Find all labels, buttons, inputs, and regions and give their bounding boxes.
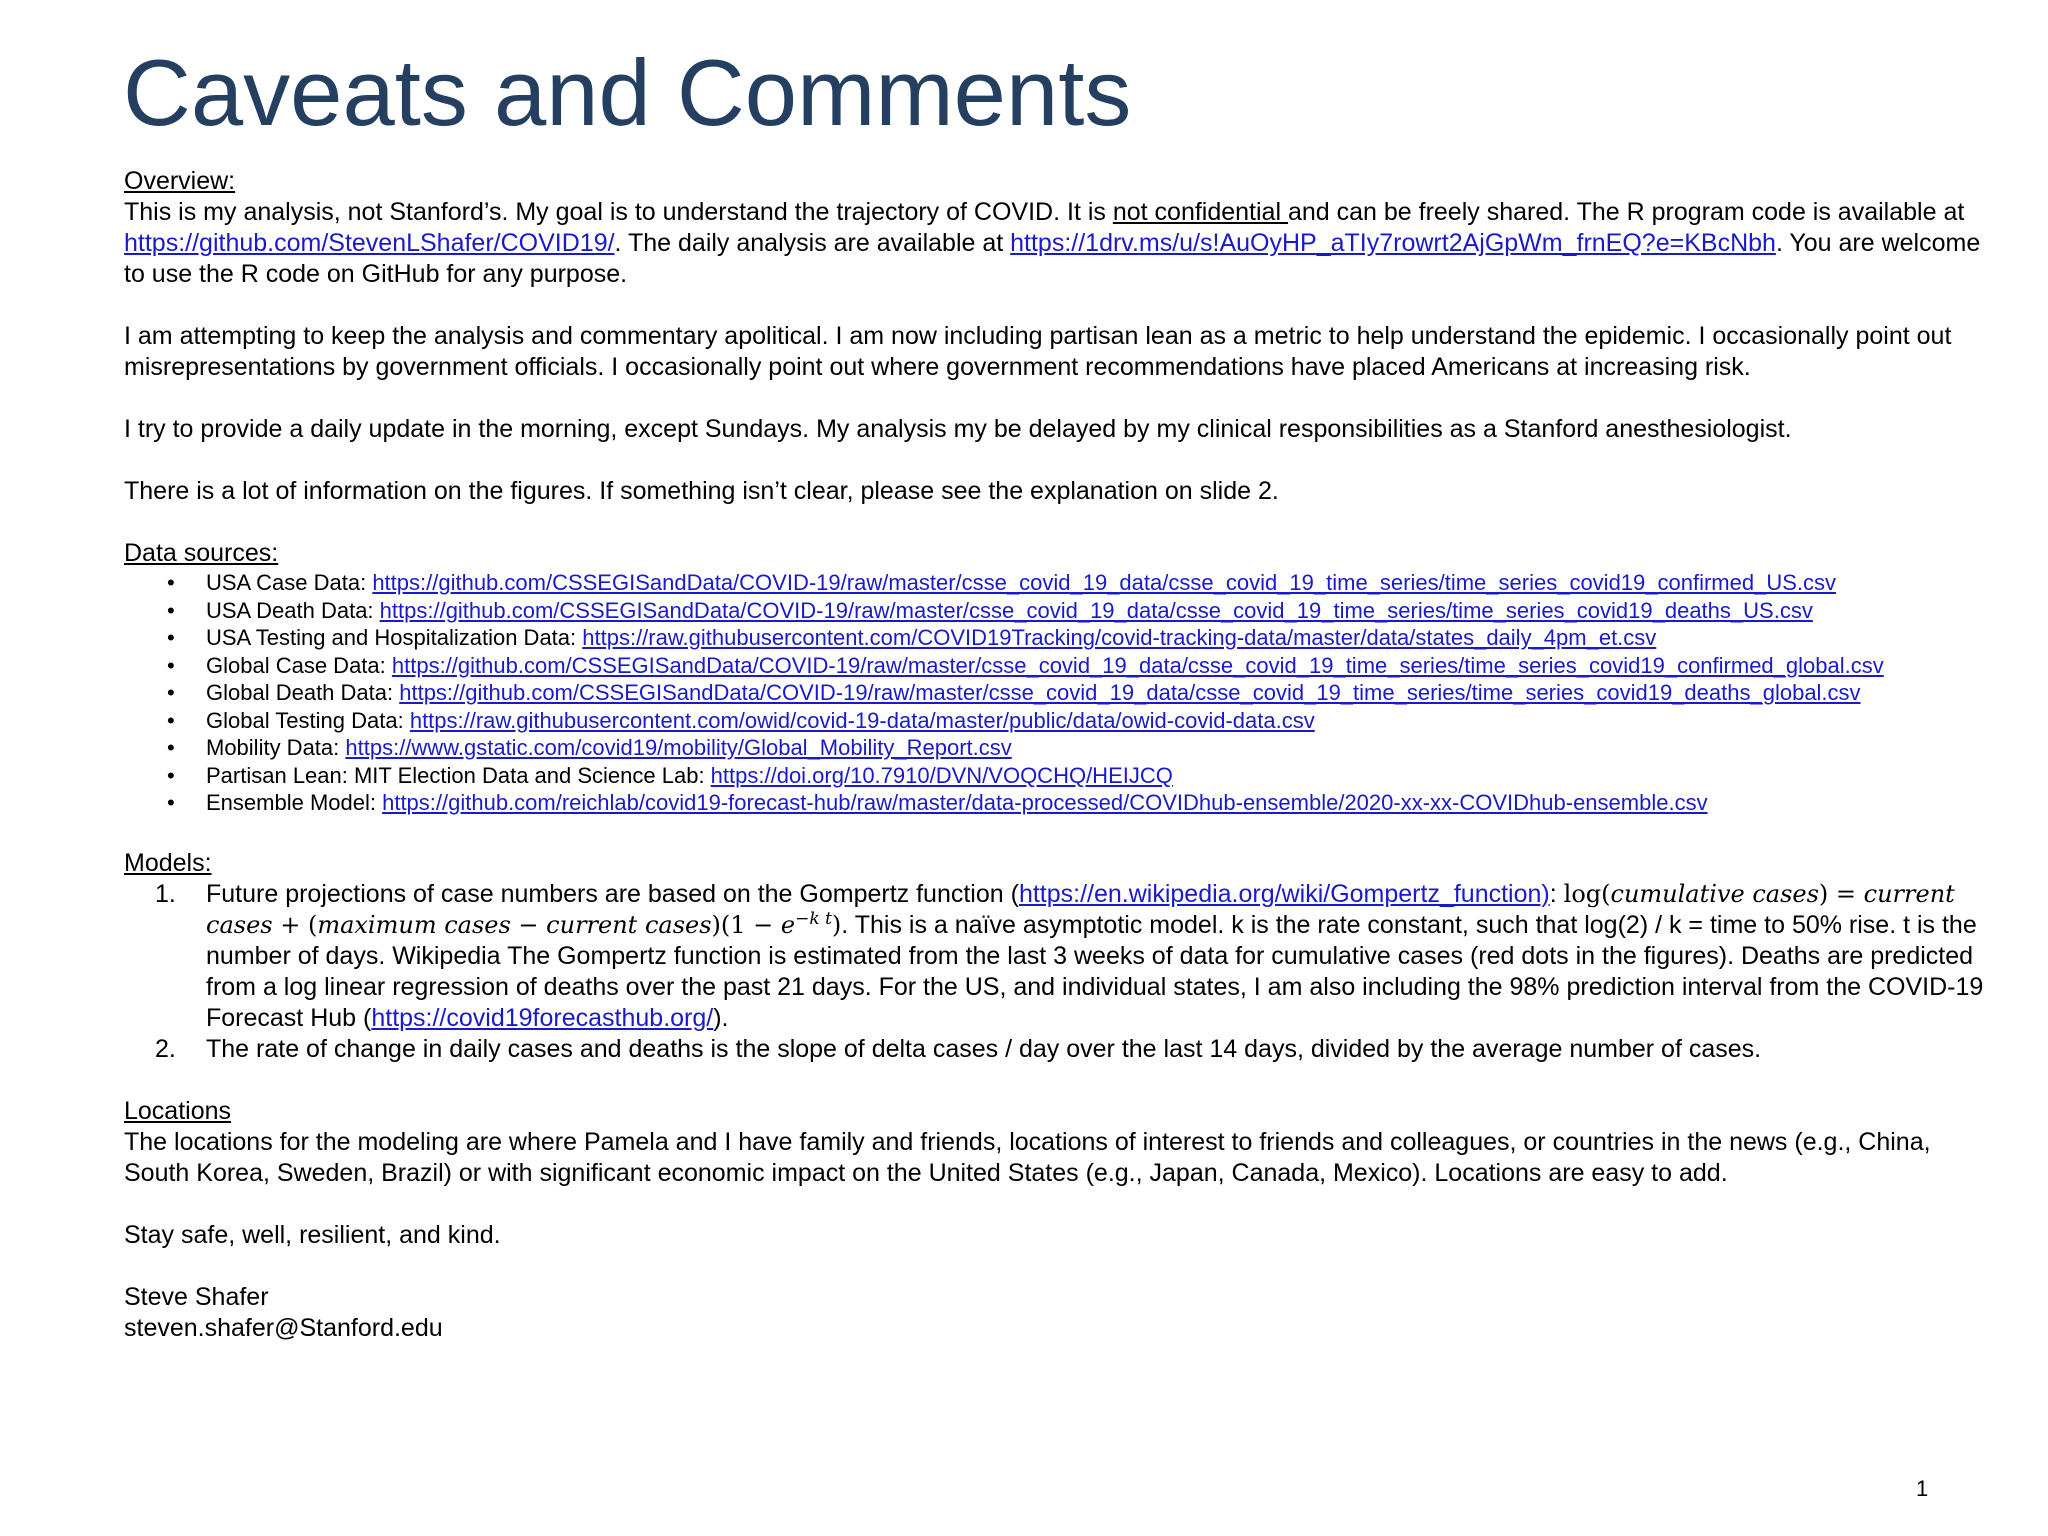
- list-item: • Global Death Data: https://github.com/CSSEGISandData/COVID-19/raw/master/csse_covid_19_data/csse_covid_19_time_series/time_series_covid19_deaths_global.csv: [167, 680, 1861, 705]
- source-link[interactable]: https://github.com/reichlab/covid19-forecast-hub/raw/master/data-processed/COVIDhub-ensemble/2020-xx-xx-COVIDhub-ensemble.csv: [382, 790, 1708, 815]
- bullet-icon: •: [167, 652, 175, 678]
- list-item: • USA Testing and Hospitalization Data: https://raw.githubusercontent.com/COVID19Tracking/covid-tracking-data/master/data/states_daily_4pm_et.csv: [167, 625, 1657, 650]
- forecast-hub-link[interactable]: https://covid19forecasthub.org/: [371, 1003, 714, 1032]
- list-item: • Partisan Lean: MIT Election Data and Science Lab: https://doi.org/10.7910/DVN/VOQCHQ/HEIJCQ: [167, 762, 1173, 788]
- list-number: 1.: [155, 879, 176, 908]
- models-list: [124, 879, 1984, 1065]
- gompertz-equation: log(cumulative cases) = current cases + (maximum cases − current cases)(1 − $e^{-k t}$): [206, 879, 1955, 939]
- list-item: • Mobility Data: https://www.gstatic.com/covid19/mobility/Global_Mobility_Report.csv: [167, 735, 1012, 760]
- bullet-icon: •: [167, 625, 175, 650]
- locations-heading: Locations: [124, 1096, 232, 1125]
- signature-email: steven.shafer@Stanford.edu: [124, 1313, 443, 1342]
- daily-update-paragraph: I try to provide a daily update in the morning, except Sundays. My analysis my be delayed by my clinical responsibilities as a Stanford anesthesiologist.: [124, 415, 1792, 443]
- list-item: • Global Testing Data: https://raw.githubusercontent.com/owid/covid-19-data/master/public/data/owid-covid-data.csv: [167, 707, 1315, 733]
- bullet-icon: •: [167, 735, 175, 760]
- source-link[interactable]: https://github.com/CSSEGISandData/COVID-19/raw/master/csse_covid_19_data/csse_covid_19_time_series/time_series_covid19_confirmed_global.csv: [391, 652, 1884, 678]
- bullet-icon: •: [167, 680, 175, 705]
- data-sources-heading: Data sources:: [124, 539, 279, 567]
- overview-paragraph: This is my analysis, not Stanford’s. My goal is to understand the trajectory of COVID. It is not confidential and can be freely shared. The R program code is available at https://github.com/StevenLShafer/COVID19/. The daily analysis are available at https://1drv.ms/u/s!AuOyHP_aTIy7rowrt2AjGpWm_frnEQ?e=KBcNbh. You are welcome to use the R code on GitHub for any purpose.: [124, 198, 1981, 288]
- closing-line: Stay safe, well, resilient, and kind.: [124, 1220, 501, 1249]
- gompertz-wiki-link[interactable]: https://en.wikipedia.org/wiki/Gompertz_function): [1018, 879, 1550, 908]
- list-item: • USA Death Data: https://github.com/CSSEGISandData/COVID-19/raw/master/csse_covid_19_data/csse_covid_19_time_series/time_series_covid19_deaths_US.csv: [167, 597, 1813, 623]
- bullet-icon: •: [167, 762, 175, 788]
- overview-heading: Overview:: [124, 167, 236, 195]
- list-number: 2.: [155, 1034, 176, 1063]
- locations-paragraph: The locations for the modeling are where Pamela and I have family and friends, locations of interest to friends and colleagues, or countries in the news (e.g., China, South Korea, Sweden, Brazil) or with significant economic impact on the United States (e.g., Japan, Canada, Mexico). Locations are easy to add.: [124, 1127, 1931, 1187]
- bullet-icon: •: [167, 597, 175, 623]
- github-code-link[interactable]: https://github.com/StevenLShafer/COVID19/: [124, 229, 615, 257]
- bullet-icon: •: [167, 790, 175, 815]
- bullet-icon: •: [167, 570, 175, 595]
- list-item: • USA Case Data: https://github.com/CSSEGISandData/COVID-19/raw/master/csse_covid_19_data/csse_covid_19_time_series/time_series_covid19_confirmed_US.csv: [167, 570, 1837, 595]
- source-link[interactable]: https://raw.githubusercontent.com/owid/covid-19-data/master/public/data/owid-covid-data.csv: [409, 707, 1315, 733]
- slide-body: [124, 166, 1984, 1344]
- source-link[interactable]: https://github.com/CSSEGISandData/COVID-19/raw/master/csse_covid_19_data/csse_covid_19_time_series/time_series_covid19_deaths_US.csv: [379, 597, 1813, 623]
- source-link[interactable]: https://github.com/CSSEGISandData/COVID-19/raw/master/csse_covid_19_data/csse_covid_19_time_series/time_series_covid19_confirmed_US.csv: [372, 570, 1837, 595]
- source-link[interactable]: https://raw.githubusercontent.com/COVID19Tracking/covid-tracking-data/master/data/states_daily_4pm_et.csv: [582, 625, 1657, 650]
- models-heading: Models:: [124, 848, 212, 877]
- list-item: • Global Case Data: https://github.com/CSSEGISandData/COVID-19/raw/master/csse_covid_19_data/csse_covid_19_time_series/time_series_covid19_confirmed_global.csv: [167, 652, 1884, 678]
- data-sources-list: [124, 569, 1984, 817]
- source-link[interactable]: https://www.gstatic.com/covid19/mobility/Global_Mobility_Report.csv: [345, 735, 1012, 760]
- not-confidential-text: not confidential: [1112, 198, 1288, 226]
- list-item: 1. Future projections of case numbers are based on the Gompertz function (https://en.wikipedia.org/wiki/Gompertz_function): log(cumulative cases) = current cases + (maximum cases − current cases)(1 − $e^{-k t}$). This is a naïve asymptotic model. k is the rate constant, such that log(2) / k = time to 50% rise. t is the number of days. Wikipedia The Gompertz function is estimated from the last 3 weeks of data for cumulative cases (red dots in the figures). Deaths are predicted from a log linear regression of deaths over the past 21 days. For the US, and individual states, I am also including the 98% prediction interval from the COVID-19 Forecast Hub (https://covid19forecasthub.org/).: [155, 879, 1984, 1032]
- source-link[interactable]: https://doi.org/10.7910/DVN/VOQCHQ/HEIJCQ: [710, 762, 1173, 788]
- bullet-icon: •: [167, 707, 175, 733]
- list-item: 2. The rate of change in daily cases and deaths is the slope of delta cases / day over the last 14 days, divided by the average number of cases.: [155, 1034, 1762, 1063]
- figures-info-paragraph: There is a lot of information on the figures. If something isn’t clear, please see the explanation on slide 2.: [124, 477, 1279, 505]
- daily-analysis-link[interactable]: https://1drv.ms/u/s!AuOyHP_aTIy7rowrt2AjGpWm_frnEQ?e=KBcNbh: [1010, 229, 1776, 257]
- source-link[interactable]: https://github.com/CSSEGISandData/COVID-19/raw/master/csse_covid_19_data/csse_covid_19_time_series/time_series_covid19_deaths_global.csv: [399, 680, 1861, 705]
- page-number: 1: [1916, 1476, 1929, 1501]
- signature-name: Steve Shafer: [124, 1282, 269, 1311]
- apolitical-paragraph: I am attempting to keep the analysis and commentary apolitical. I am now including partisan lean as a metric to help understand the epidemic. I occasionally point out misrepresentations by government officials. I occasionally point out where government recommendations have placed Americans at increasing risk.: [124, 322, 1952, 381]
- slide-title: Caveats and Comments: [123, 40, 1132, 145]
- list-item: • Ensemble Model: https://github.com/reichlab/covid19-forecast-hub/raw/master/data-processed/COVIDhub-ensemble/2020-xx-xx-COVIDhub-ensemble.csv: [167, 790, 1708, 815]
